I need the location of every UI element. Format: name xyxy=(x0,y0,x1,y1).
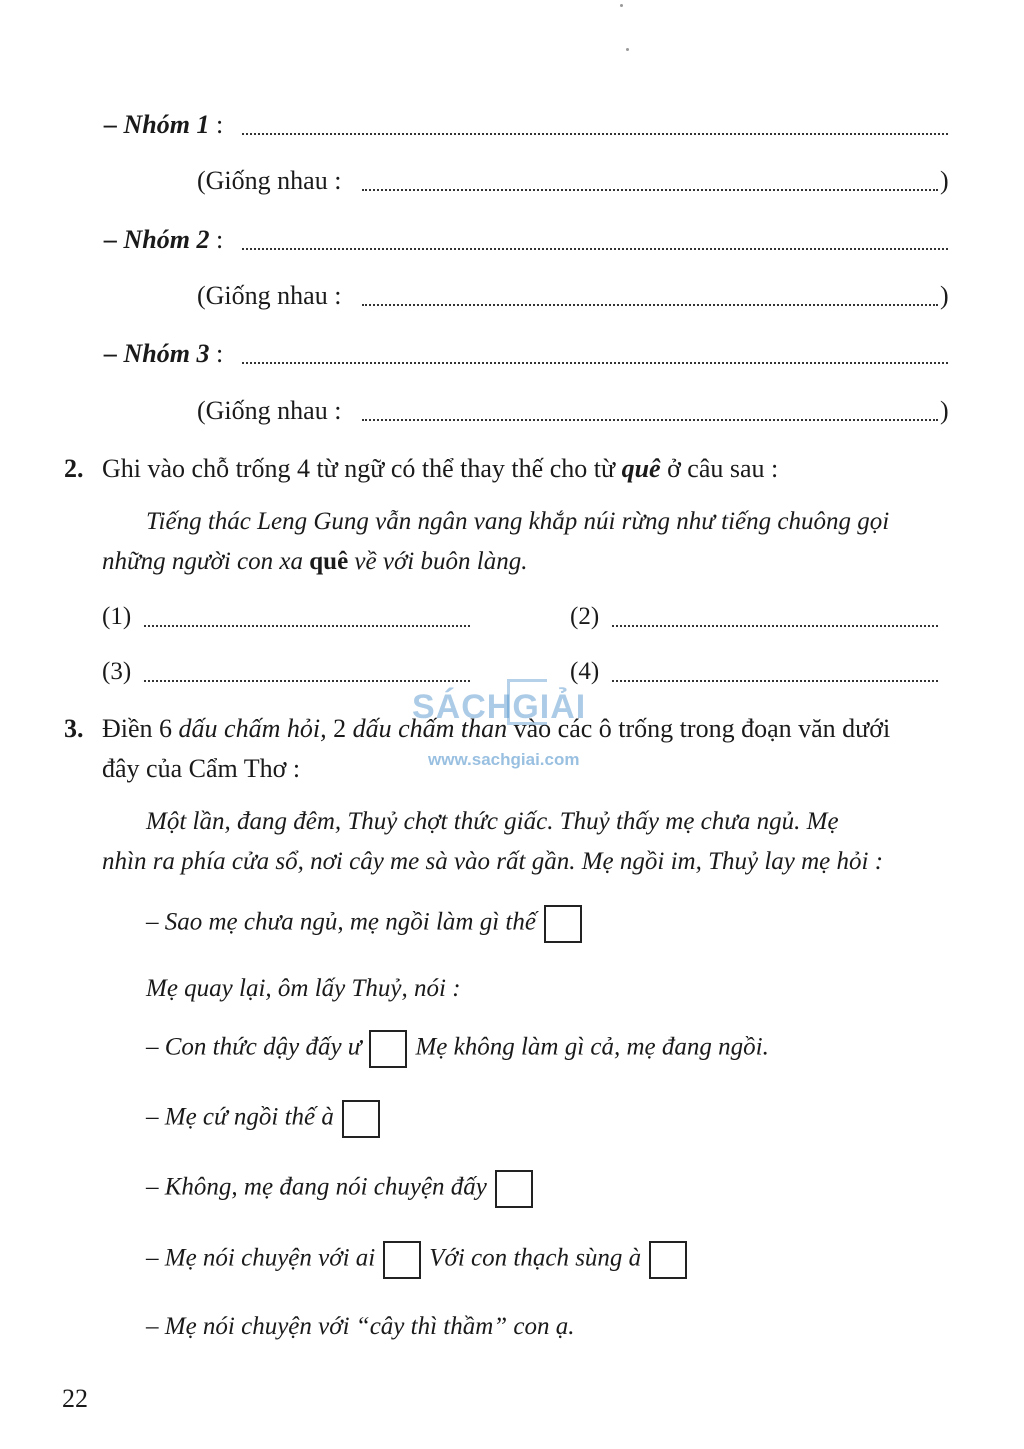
q2-blank-label-4: (4) xyxy=(570,658,600,685)
answer-box-1[interactable] xyxy=(544,905,582,943)
group-3-blank[interactable] xyxy=(242,362,948,364)
group-1-blank[interactable] xyxy=(242,133,948,135)
watermark-url: www.sachgiai.com xyxy=(428,750,580,769)
dialogue-line-4: – Mẹ cứ ngồi thế à xyxy=(146,1100,380,1138)
answer-box-2[interactable] xyxy=(369,1030,407,1068)
scan-speck xyxy=(626,48,629,51)
group-2-close-paren: ) xyxy=(940,281,949,310)
q2-blank-label-1: (1) xyxy=(102,603,132,630)
q2-quote-line-1: Tiếng thác Leng Gung vẫn ngân vang khắp núi rừng như tiếng chuông gọi xyxy=(146,508,890,535)
scan-speck xyxy=(620,4,623,7)
q2-blank-4[interactable] xyxy=(612,680,938,682)
group-2-label: – Nhóm 2 : xyxy=(104,225,224,254)
watermark-logo: SÁCHGIẢI xyxy=(412,688,587,726)
page-number: 22 xyxy=(62,1384,88,1413)
q2-prompt-keyword: quê xyxy=(621,454,661,483)
group-2-similar-label: (Giống nhau : xyxy=(197,281,342,310)
q2-blank-2[interactable] xyxy=(612,625,938,627)
dialogue-line-2: Mẹ quay lại, ôm lấy Thuỷ, nói : xyxy=(146,975,461,1002)
dialogue-line-5: – Không, mẹ đang nói chuyện đấy xyxy=(146,1170,533,1208)
q3-paragraph-line-2: nhìn ra phía cửa sổ, nơi cây me sà vào rất gần. Mẹ ngồi im, Thuỷ lay mẹ hỏi : xyxy=(102,848,884,875)
q3-prompt-line-2: đây của Cẩm Thơ : xyxy=(102,754,301,783)
group-1-similar-label: (Giống nhau : xyxy=(197,166,342,195)
q2-blank-label-3: (3) xyxy=(102,658,132,685)
group-1-similar-blank[interactable] xyxy=(362,189,938,191)
q3-number: 3. xyxy=(64,714,84,743)
dialogue-line-7: – Mẹ nói chuyện với “cây thì thầm” con ạ. xyxy=(146,1313,575,1340)
q2-blank-label-2: (2) xyxy=(570,603,600,630)
q2-number: 2. xyxy=(64,454,84,483)
group-3-similar-label: (Giống nhau : xyxy=(197,396,342,425)
dialogue-line-1: – Sao mẹ chưa ngủ, mẹ ngồi làm gì thế xyxy=(146,905,582,943)
group-1-close-paren: ) xyxy=(940,166,949,195)
answer-box-3[interactable] xyxy=(342,1100,380,1138)
answer-box-6[interactable] xyxy=(649,1241,687,1279)
group-3-similar-blank[interactable] xyxy=(362,419,938,421)
q2-quote-keyword: quê xyxy=(309,548,349,575)
q3-paragraph-line-1: Một lần, đang đêm, Thuỷ chợt thức giấc. Thuỷ thấy mẹ chưa ngủ. Mẹ xyxy=(146,808,839,835)
group-2-blank[interactable] xyxy=(242,248,948,250)
dialogue-line-6: – Mẹ nói chuyện với ai Với con thạch sùng à xyxy=(146,1241,687,1279)
group-1-label: – Nhóm 1 : xyxy=(104,110,224,139)
q3-prompt-line-1: Điền 6 dấu chấm hỏi, 2 dấu chấm than vào các ô trống trong đoạn văn dưới xyxy=(102,714,891,743)
q2-blank-3[interactable] xyxy=(144,680,470,682)
group-3-label: – Nhóm 3 : xyxy=(104,339,224,368)
answer-box-5[interactable] xyxy=(383,1241,421,1279)
q2-prompt: Ghi vào chỗ trống 4 từ ngữ có thể thay thế cho từ quê ở câu sau : xyxy=(102,454,779,483)
dialogue-line-3: – Con thức dậy đấy ư Mẹ không làm gì cả, mẹ đang ngồi. xyxy=(146,1030,769,1068)
answer-box-4[interactable] xyxy=(495,1170,533,1208)
group-2-similar-blank[interactable] xyxy=(362,304,938,306)
q2-quote-line-2: những người con xa quê về với buôn làng. xyxy=(102,548,528,575)
q2-blank-1[interactable] xyxy=(144,625,470,627)
group-3-close-paren: ) xyxy=(940,396,949,425)
